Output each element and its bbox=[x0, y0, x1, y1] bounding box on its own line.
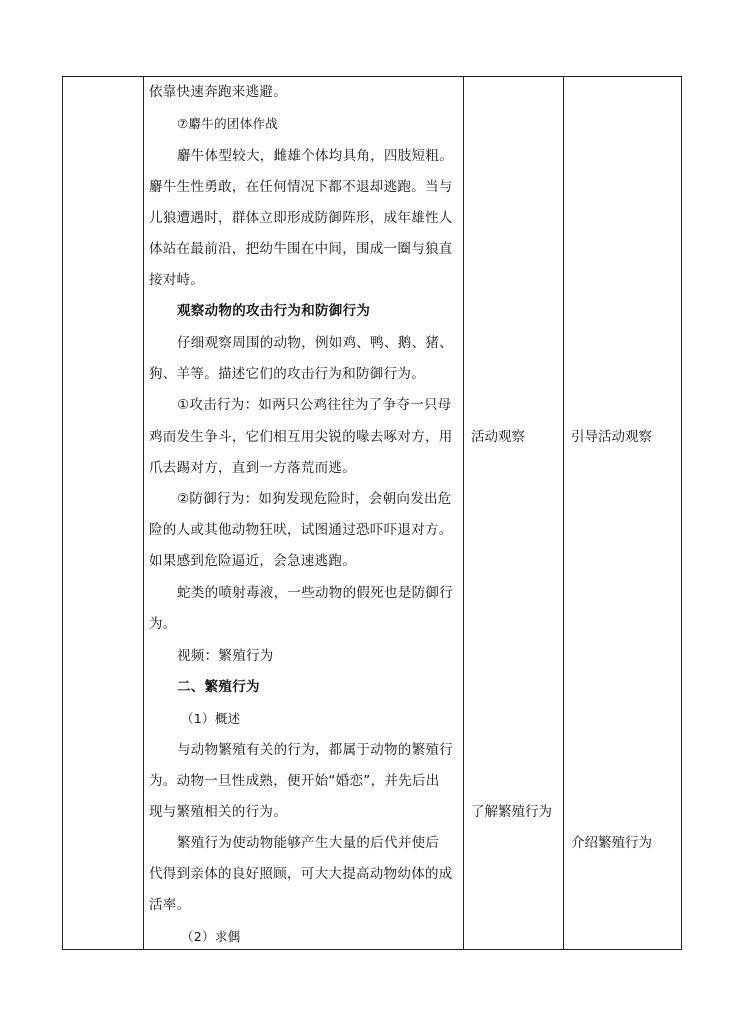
text-line: 与动物繁殖有关的行为，都属于动物的繁殖行 bbox=[177, 742, 453, 758]
text-line: 险的人或其他动物狂吠，试图通过恐吓吓退对方。 bbox=[149, 522, 453, 538]
text-line: 爪去踢对方，直到一方落荒而逃。 bbox=[149, 460, 356, 476]
text-line: ①攻击行为：如两只公鸡往往为了争夺一只母 bbox=[177, 397, 452, 413]
text-line: 代得到亲体的良好照顾，可大大提高动物幼体的成 bbox=[149, 866, 453, 882]
teacher-activity: 介绍繁殖行为 bbox=[571, 835, 652, 851]
text-line: 仔细观察周围的动物，例如鸡、鸭、鹅、猪、 bbox=[177, 335, 453, 351]
section-heading: 观察动物的攻击行为和防御行为 bbox=[177, 303, 371, 319]
text-line: 为。 bbox=[149, 616, 177, 632]
subheading: ⑦麝牛的团体作战 bbox=[177, 116, 279, 131]
subheading: （1）概述 bbox=[181, 711, 241, 726]
column-divider bbox=[563, 77, 564, 949]
subheading: （2）求偶 bbox=[181, 929, 241, 944]
text-line: 狗、羊等。描述它们的攻击行为和防御行为。 bbox=[149, 366, 425, 382]
text-line: 麝牛体型较大，雌雄个体均具角，四肢短粗。 bbox=[177, 148, 453, 164]
text-line: 现与繁殖相关的行为。 bbox=[149, 804, 287, 820]
text-line: 体站在最前沿，把幼牛围在中间，围成一圈与狼直 bbox=[149, 241, 453, 257]
text-line: 繁殖行为使动物能够产生大量的后代并使后 bbox=[177, 835, 440, 851]
text-line: 鸡而发生争斗，它们相互用尖锐的喙去啄对方，用 bbox=[149, 429, 453, 445]
text-line: 视频：繁殖行为 bbox=[177, 648, 274, 664]
column-divider bbox=[463, 77, 464, 949]
text-line: 麝牛生性勇敢，在任何情况下都不退却逃跑。当与 bbox=[149, 179, 453, 195]
text-line: 为。动物一旦性成熟，便开始“婚恋”，并先后出 bbox=[149, 773, 440, 789]
lesson-table bbox=[62, 76, 682, 950]
text-line: 蛇类的喷射毒液，一些动物的假死也是防御行 bbox=[177, 585, 453, 601]
text-line: 儿狼遭遇时，群体立即形成防御阵形，成年雄性人 bbox=[149, 210, 453, 226]
teacher-activity: 引导活动观察 bbox=[571, 429, 652, 445]
column-divider bbox=[143, 77, 144, 949]
text-line: 依靠快速奔跑来逃避。 bbox=[149, 84, 287, 100]
text-line: 活率。 bbox=[149, 897, 191, 913]
student-activity: 了解繁殖行为 bbox=[471, 804, 552, 820]
section-heading: 二、繁殖行为 bbox=[177, 679, 260, 695]
text-line: 接对峙。 bbox=[149, 272, 205, 288]
text-line: 如果感到危险逼近，会急速逃跑。 bbox=[149, 553, 356, 569]
student-activity: 活动观察 bbox=[471, 429, 525, 445]
text-line: ②防御行为：如狗发现危险时，会朝向发出危 bbox=[177, 491, 452, 507]
